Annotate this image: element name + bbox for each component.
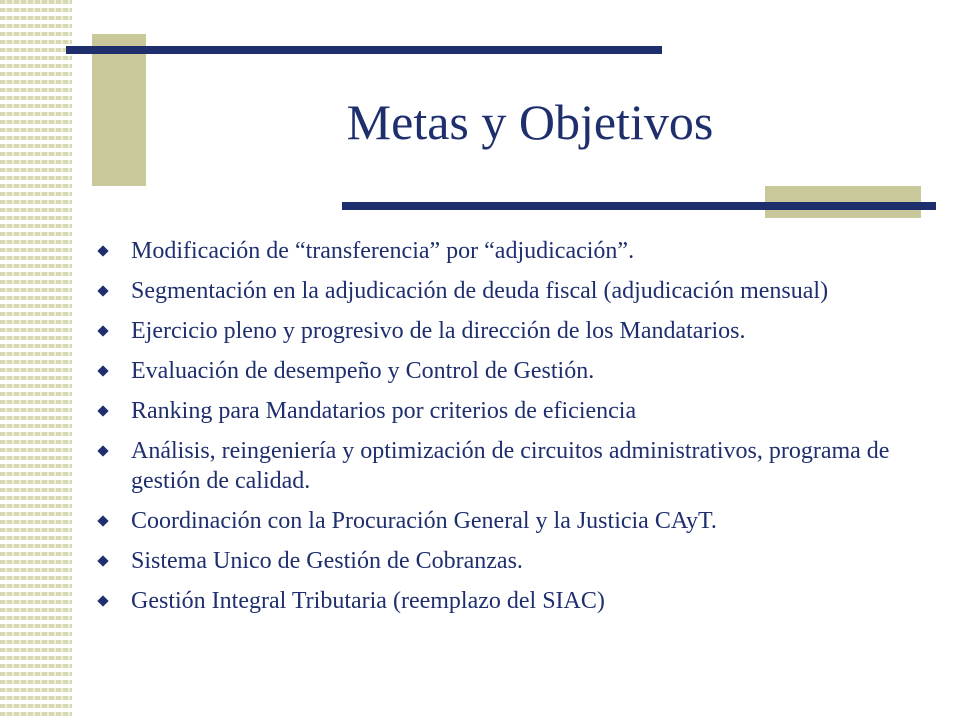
diamond-icon xyxy=(97,595,108,606)
bullet-text: Modificación de “transferencia” por “adjudicación”. xyxy=(131,238,635,264)
diamond-icon xyxy=(97,445,108,456)
bullet-text: Gestión Integral Tributaria (reemplazo del SIAC) xyxy=(131,588,605,614)
bullet-text: Segmentación en la adjudicación de deuda fiscal (adjudicación mensual) xyxy=(131,278,829,304)
bullet-text: Ranking para Mandatarios por criterios de eficiencia xyxy=(131,398,637,424)
diamond-icon xyxy=(97,245,108,256)
diamond-icon xyxy=(97,325,108,336)
diamond-icon xyxy=(97,555,108,566)
bullet-item xyxy=(96,506,926,536)
decorative-line-top xyxy=(66,46,662,54)
bullet-item xyxy=(96,316,926,346)
decorative-block-top xyxy=(92,34,146,186)
slide-title: Metas y Objetivos xyxy=(346,94,714,150)
bullet-text: Ejercicio pleno y progresivo de la dirección de los Mandatarios. xyxy=(131,318,746,344)
bullet-item xyxy=(96,396,926,426)
bullet-item xyxy=(96,236,926,266)
bullet-item xyxy=(96,356,926,386)
decorative-line-right xyxy=(342,202,936,210)
bullet-list xyxy=(96,236,926,626)
diamond-icon xyxy=(97,285,108,296)
bullet-text: Coordinación con la Procuración General y la Justicia CAyT. xyxy=(131,508,717,534)
bullet-text: Sistema Unico de Gestión de Cobranzas. xyxy=(131,548,523,574)
diamond-icon xyxy=(97,515,108,526)
bullet-item xyxy=(96,546,926,576)
diamond-icon xyxy=(97,365,108,376)
bullet-item xyxy=(96,436,926,496)
decorative-stripe-band xyxy=(0,0,72,720)
bullet-item xyxy=(96,586,926,616)
bullet-text: Análisis, reingeniería y optimización de circuitos administrativos, programa de gestión de calidad. xyxy=(131,438,890,494)
bullet-item xyxy=(96,276,926,306)
bullet-text: Evaluación de desempeño y Control de Gestión. xyxy=(131,358,595,384)
diamond-icon xyxy=(97,405,108,416)
